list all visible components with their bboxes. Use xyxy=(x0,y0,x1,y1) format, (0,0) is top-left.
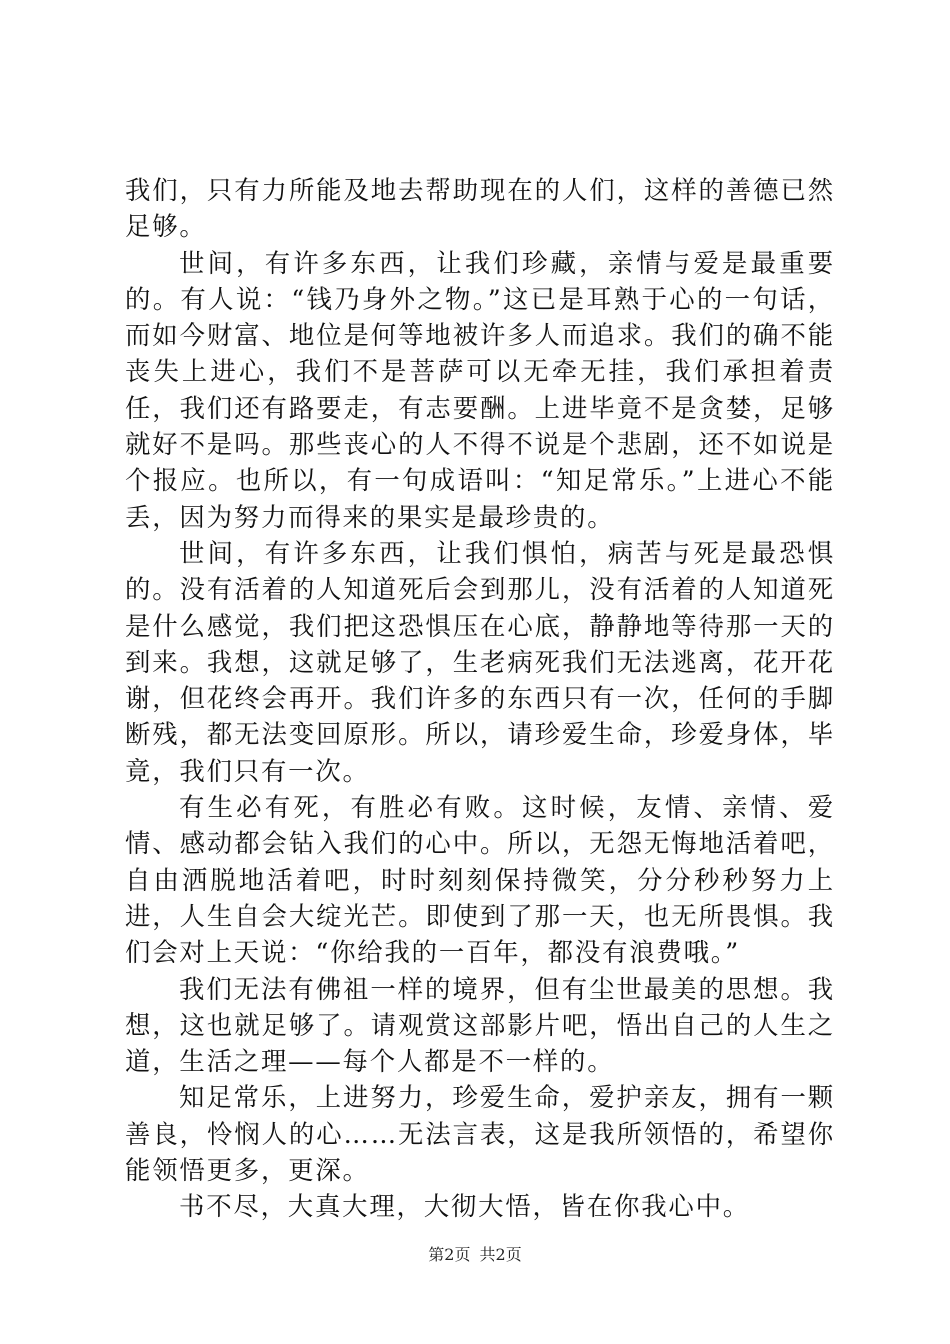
document-body xyxy=(125,172,835,1225)
paragraph: 世间，有许多东西，让我们惧怕，病苦与死是最恐惧的。没有活着的人知道死后会到那儿，没有活着的人知道死是什么感觉，我们把这恐惧压在心底，静静地等待那一天的到来。我想，这就足够了，生老病死我们无法逃离，花开花谢，但花终会再开。我们许多的东西只有一次，任何的手脚断残，都无法变回原形。所以，请珍爱生命，珍爱身体，毕竟，我们只有一次。 xyxy=(125,537,835,786)
page-total: 共2页 xyxy=(479,1245,522,1264)
paragraph: 世间，有许多东西，让我们珍藏，亲情与爱是最重要的。有人说：“钱乃身外之物。”这已是耳熟于心的一句话，而如今财富、地位是何等地被许多人而追求。我们的确不能丧失上进心，我们不是菩萨可以无牵无挂，我们承担着责任，我们还有路要走，有志要酬。上进毕竟不是贪婪，足够就好不是吗。那些丧心的人不得不说是个悲剧，还不如说是个报应。也所以，有一句成语叫：“知足常乐。”上进心不能丢，因为努力而得来的果实是最珍贵的。 xyxy=(125,247,835,532)
paragraph: 有生必有死，有胜必有败。这时候，友情、亲情、爱情、感动都会钻入我们的心中。所以，无怨无悔地活着吧，自由洒脱地活着吧，时时刻刻保持微笑，分分秒秒努力上进，人生自会大绽光芒。即使到了那一天，也无所畏惧。我们会对上天说：“你给我的一百年，都没有浪费哦。” xyxy=(125,792,835,968)
paragraph: 我们，只有力所能及地去帮助现在的人们，这样的善德已然足够。 xyxy=(125,175,835,242)
page-footer xyxy=(0,1242,950,1265)
paragraph: 我们无法有佛祖一样的境界，但有尘世最美的思想。我想，这也就足够了。请观赏这部影片吧，悟出自己的人生之道，生活之理——每个人都是不一样的。 xyxy=(125,973,835,1077)
page-number: 第2页 xyxy=(428,1245,471,1264)
paragraph: 知足常乐，上进努力，珍爱生命，爱护亲友，拥有一颗善良，怜悯人的心……无法言表，这是我所领悟的，希望你能领悟更多，更深。 xyxy=(125,1082,835,1186)
paragraph: 书不尽，大真大理，大彻大悟，皆在你我心中。 xyxy=(179,1191,751,1222)
